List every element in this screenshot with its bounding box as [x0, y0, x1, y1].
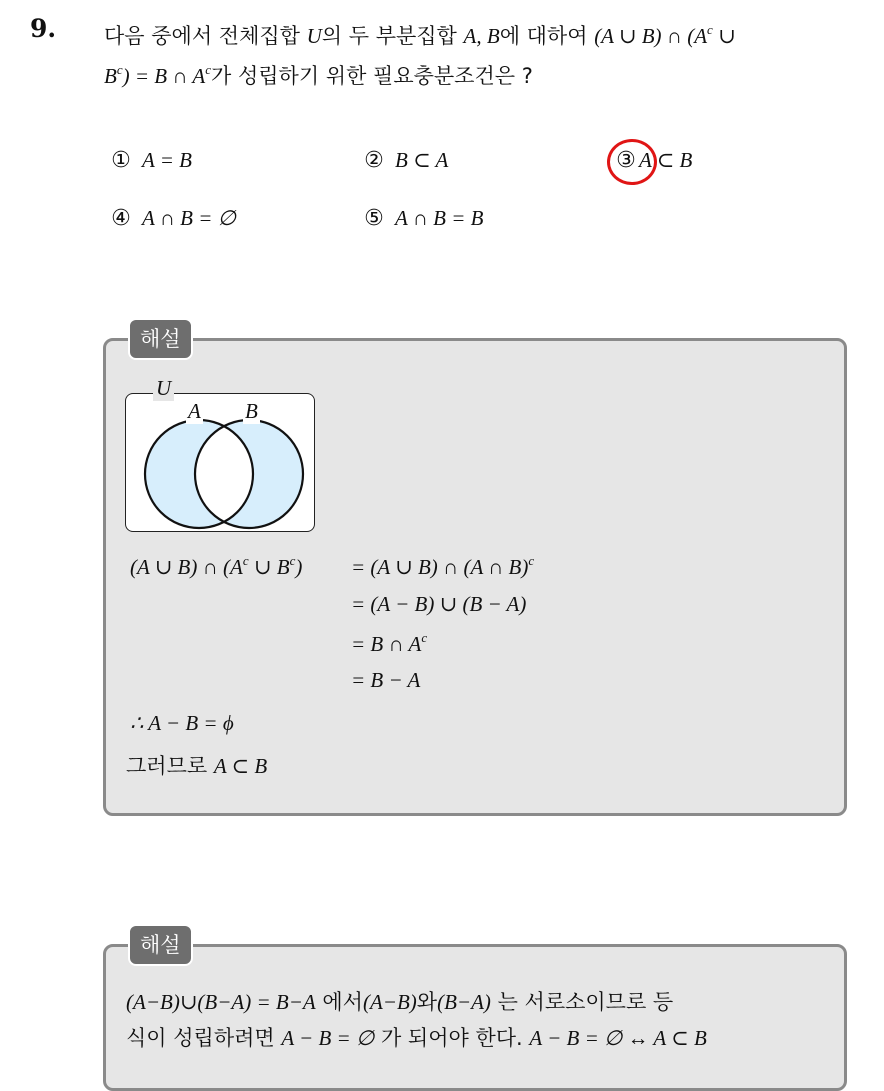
eq-sup: c	[421, 630, 428, 645]
question-text: 다음 중에서 전체집합	[104, 24, 307, 48]
expl2-math: (A−B)∪(B−A) = B−A	[126, 990, 316, 1014]
eq-sup: c	[289, 553, 296, 568]
expl2-text: 에서	[315, 990, 363, 1014]
venn-a-label: A	[188, 399, 201, 423]
venn-universe-label: U	[153, 376, 174, 401]
explanation2-line-1	[126, 986, 673, 1016]
eq-sup: c	[528, 553, 535, 568]
question-line-2	[104, 56, 533, 90]
expl2-text: 식이 성립하려면	[126, 1026, 282, 1050]
answer-circle-mark	[607, 139, 657, 185]
question-math: ) = B ∩ A	[122, 64, 206, 88]
question-sup: c	[707, 22, 713, 37]
equation-rhs-2: = (A − B) ∪ (B − A)	[351, 592, 527, 616]
choice-5[interactable]	[363, 206, 483, 231]
eq-sup: c	[242, 553, 249, 568]
expl2-math: A − B = ∅ ↔ A ⊂ B	[529, 1026, 707, 1050]
question-number: 9.	[30, 14, 57, 43]
conclusion-text: 그러므로	[126, 754, 214, 778]
choice-text: A = B	[142, 148, 192, 172]
choice-text: A ∩ B = B	[395, 206, 484, 230]
eq-rhs: = (A ∪ B) ∩ (A ∩ B)	[351, 555, 529, 579]
expl2-math: A − B = ∅	[281, 1026, 375, 1050]
venn-svg	[126, 394, 314, 531]
choice-number: ②	[364, 147, 384, 173]
choice-text: A ∩ B = ∅	[142, 206, 236, 230]
choice-number: ①	[111, 147, 131, 173]
question-text: 가 성립하기 위한 필요충분조건은 ?	[211, 64, 533, 88]
equation-line-1	[130, 553, 302, 580]
question-line-1	[104, 16, 736, 50]
question-math: U	[306, 24, 322, 48]
choice-number: ③	[616, 147, 636, 173]
explanation-tag-1: 해설	[128, 318, 193, 360]
expl2-text: 는 서로소이므로 등	[490, 990, 674, 1014]
question-sup: c	[116, 62, 123, 77]
question-text: 에 대하여	[499, 24, 595, 48]
expl2-math: (B−A)	[437, 990, 491, 1014]
choice-text: A ⊂ B	[639, 148, 693, 172]
question-sup: c	[205, 62, 211, 77]
question-text: 의 두 부분집합	[321, 24, 464, 48]
expl2-text: 가 되어야 한다.	[374, 1026, 530, 1050]
eq-rhs: = B ∩ A	[351, 632, 422, 656]
choice-number: ⑤	[364, 205, 384, 231]
eq-lhs: ∪ B	[248, 555, 290, 579]
expl2-math: (A−B)	[362, 990, 417, 1014]
venn-b-label: B	[245, 399, 258, 423]
choice-4[interactable]	[110, 206, 236, 231]
conclusion-math: A ⊂ B	[213, 754, 268, 778]
choice-2[interactable]	[363, 148, 448, 173]
question-math: ∪	[712, 24, 736, 48]
explanation-tag-2: 해설	[128, 924, 193, 966]
question-math: (A ∪ B) ∩ (A	[594, 24, 708, 48]
eq-lhs: (A ∪ B) ∩ (A	[130, 555, 243, 579]
equation-rhs-3	[351, 630, 427, 657]
choice-number: ④	[111, 205, 131, 231]
question-math: B	[104, 64, 117, 88]
equation-rhs-4: = B − A	[351, 668, 421, 692]
conclusion-line	[126, 750, 267, 780]
explanation-box-2	[103, 944, 847, 1091]
expl2-text: 와	[416, 990, 438, 1014]
question-math: A, B	[463, 24, 500, 48]
explanation2-line-2	[126, 1022, 707, 1052]
eq-lhs: )	[295, 555, 303, 579]
venn-diagram	[125, 393, 315, 532]
choice-1[interactable]	[110, 148, 192, 173]
choice-text: B ⊂ A	[395, 148, 449, 172]
equation-rhs-1	[351, 553, 534, 580]
therefore-line: ∴ A − B = ϕ	[130, 711, 234, 735]
